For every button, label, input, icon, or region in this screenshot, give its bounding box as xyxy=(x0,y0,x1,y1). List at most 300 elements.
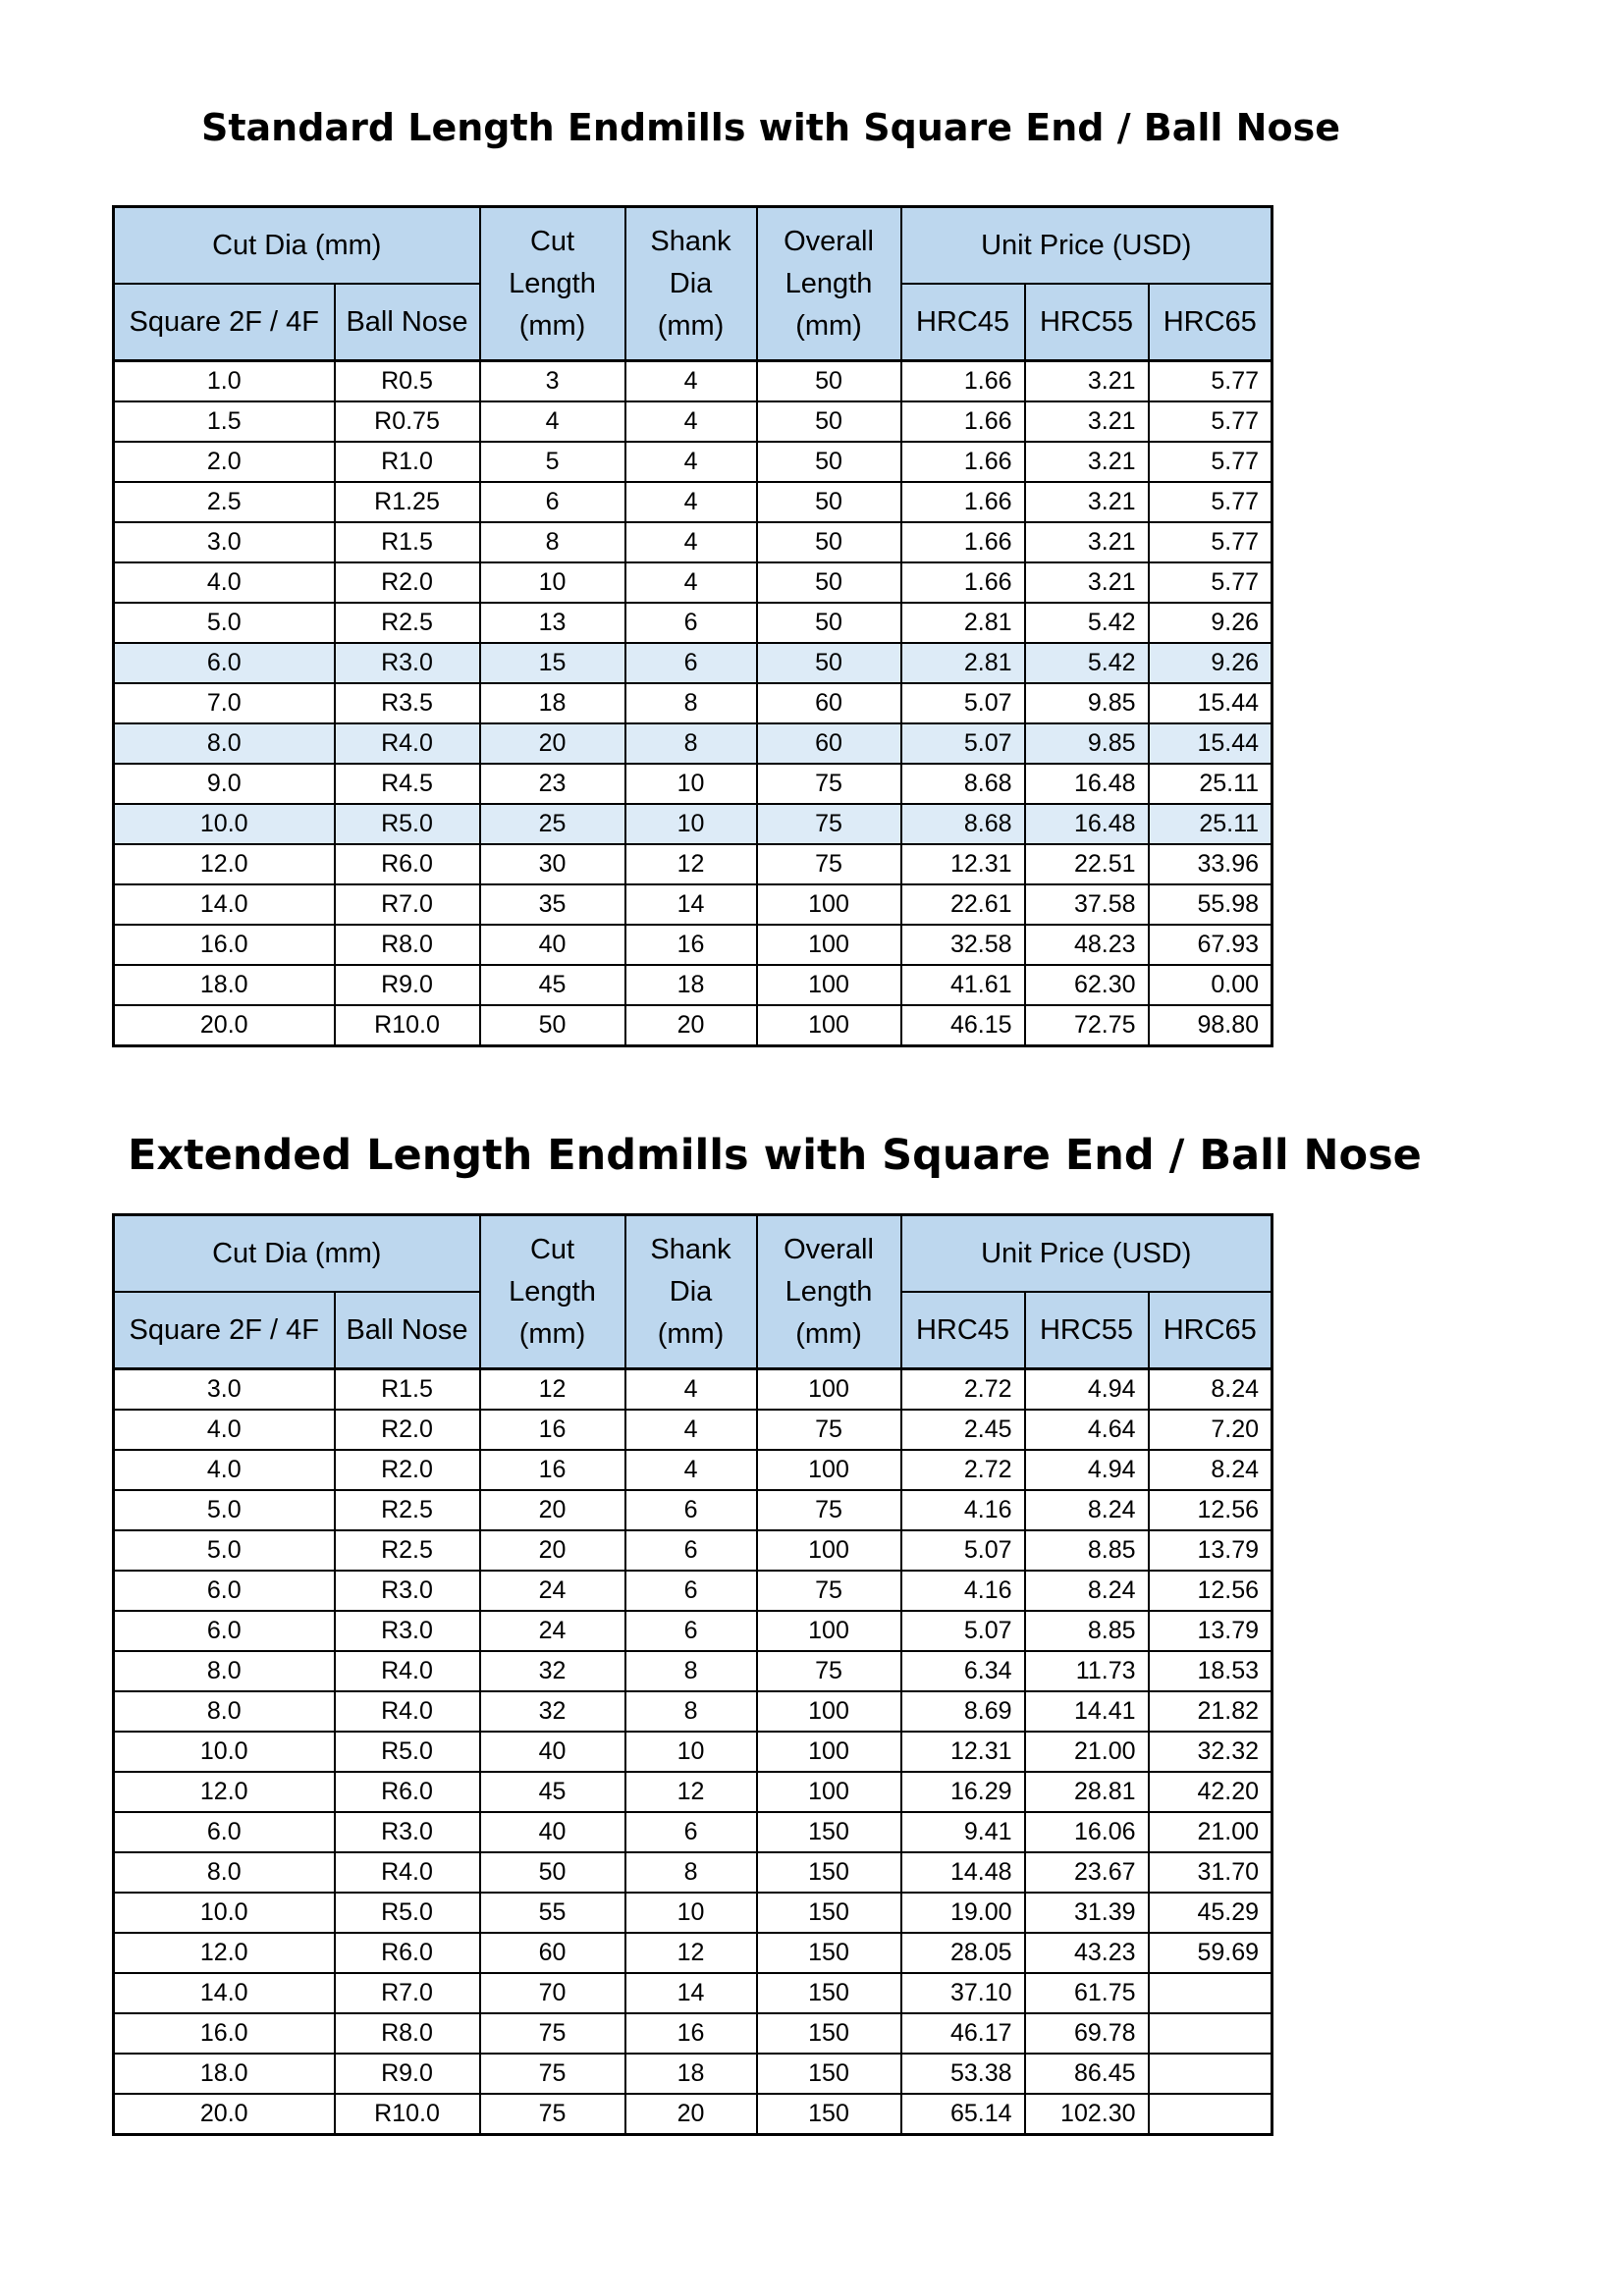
cell-overall-length: 150 xyxy=(757,2013,901,2054)
cell-cut-length: 12 xyxy=(480,1369,625,1411)
cell-ball-nose: R2.5 xyxy=(335,1530,480,1571)
table-row xyxy=(114,643,1272,683)
cell-cut-length: 75 xyxy=(480,2013,625,2054)
cell-shank-dia: 10 xyxy=(625,764,757,804)
cell-shank-dia: 16 xyxy=(625,2013,757,2054)
cell-cut-length: 40 xyxy=(480,1812,625,1852)
cell-square-dia: 12.0 xyxy=(114,844,335,884)
cell-overall-length: 150 xyxy=(757,2094,901,2135)
cell-overall-length: 50 xyxy=(757,442,901,482)
cell-overall-length: 100 xyxy=(757,1450,901,1490)
table-row xyxy=(114,844,1272,884)
cell-hrc45: 6.34 xyxy=(901,1651,1025,1691)
standard-table-body xyxy=(114,361,1272,1046)
cell-ball-nose: R1.0 xyxy=(335,442,480,482)
cell-hrc65: 5.77 xyxy=(1149,401,1272,442)
cell-overall-length: 100 xyxy=(757,1369,901,1411)
cell-overall-length: 50 xyxy=(757,401,901,442)
cell-hrc65: 12.56 xyxy=(1149,1490,1272,1530)
table-row xyxy=(114,2094,1272,2135)
cell-hrc45: 12.31 xyxy=(901,1732,1025,1772)
cell-hrc65: 32.32 xyxy=(1149,1732,1272,1772)
cell-cut-length: 55 xyxy=(480,1893,625,1933)
extended-section-title: Extended Length Endmills with Square End / Ball Nose xyxy=(128,1131,1422,1180)
cell-shank-dia: 4 xyxy=(625,442,757,482)
cell-ball-nose: R3.5 xyxy=(335,683,480,723)
cell-hrc65: 42.20 xyxy=(1149,1772,1272,1812)
cell-cut-length: 45 xyxy=(480,1772,625,1812)
cell-hrc45: 2.81 xyxy=(901,603,1025,643)
cell-hrc65 xyxy=(1149,2054,1272,2094)
cell-square-dia: 10.0 xyxy=(114,804,335,844)
cell-overall-length: 75 xyxy=(757,1571,901,1611)
cell-hrc45: 4.16 xyxy=(901,1490,1025,1530)
cell-hrc65: 55.98 xyxy=(1149,884,1272,925)
table-row xyxy=(114,965,1272,1005)
cell-shank-dia: 16 xyxy=(625,925,757,965)
table-row xyxy=(114,522,1272,562)
cell-hrc55: 9.85 xyxy=(1025,683,1149,723)
cell-overall-length: 50 xyxy=(757,643,901,683)
cell-cut-length: 23 xyxy=(480,764,625,804)
cell-hrc65: 8.24 xyxy=(1149,1450,1272,1490)
cell-overall-length: 60 xyxy=(757,683,901,723)
cell-square-dia: 14.0 xyxy=(114,1973,335,2013)
cell-hrc65: 12.56 xyxy=(1149,1571,1272,1611)
cell-ball-nose: R6.0 xyxy=(335,1933,480,1973)
cell-ball-nose: R4.0 xyxy=(335,1691,480,1732)
cell-hrc65: 31.70 xyxy=(1149,1852,1272,1893)
cell-hrc65: 33.96 xyxy=(1149,844,1272,884)
cell-overall-length: 150 xyxy=(757,1973,901,2013)
cell-hrc55: 102.30 xyxy=(1025,2094,1149,2135)
cell-hrc55: 8.85 xyxy=(1025,1611,1149,1651)
cell-hrc55: 4.94 xyxy=(1025,1369,1149,1411)
cell-square-dia: 20.0 xyxy=(114,1005,335,1046)
cell-hrc65: 13.79 xyxy=(1149,1611,1272,1651)
cell-overall-length: 75 xyxy=(757,1651,901,1691)
cell-hrc55: 62.30 xyxy=(1025,965,1149,1005)
cell-hrc45: 2.72 xyxy=(901,1450,1025,1490)
cell-overall-length: 100 xyxy=(757,1530,901,1571)
cell-overall-length: 100 xyxy=(757,965,901,1005)
cell-square-dia: 5.0 xyxy=(114,1530,335,1571)
cell-hrc55: 31.39 xyxy=(1025,1893,1149,1933)
cell-ball-nose: R6.0 xyxy=(335,1772,480,1812)
cell-ball-nose: R10.0 xyxy=(335,2094,480,2135)
table-row xyxy=(114,723,1272,764)
cell-hrc45: 9.41 xyxy=(901,1812,1025,1852)
cell-square-dia: 12.0 xyxy=(114,1933,335,1973)
cell-shank-dia: 4 xyxy=(625,361,757,402)
cell-hrc65: 15.44 xyxy=(1149,723,1272,764)
cell-shank-dia: 18 xyxy=(625,2054,757,2094)
header-unit-price: Unit Price (USD) xyxy=(901,207,1272,285)
cell-shank-dia: 6 xyxy=(625,1611,757,1651)
cell-cut-length: 10 xyxy=(480,562,625,603)
cell-square-dia: 18.0 xyxy=(114,965,335,1005)
cell-hrc65: 45.29 xyxy=(1149,1893,1272,1933)
cell-hrc45: 53.38 xyxy=(901,2054,1025,2094)
cell-hrc45: 8.68 xyxy=(901,804,1025,844)
table-row xyxy=(114,1369,1272,1411)
cell-hrc55: 3.21 xyxy=(1025,361,1149,402)
cell-hrc65: 18.53 xyxy=(1149,1651,1272,1691)
cell-cut-length: 75 xyxy=(480,2094,625,2135)
cell-hrc65: 7.20 xyxy=(1149,1410,1272,1450)
cell-shank-dia: 8 xyxy=(625,1691,757,1732)
cell-hrc55: 16.06 xyxy=(1025,1812,1149,1852)
cell-square-dia: 8.0 xyxy=(114,723,335,764)
table-row xyxy=(114,804,1272,844)
cell-cut-length: 45 xyxy=(480,965,625,1005)
cell-hrc65: 59.69 xyxy=(1149,1933,1272,1973)
header-cut-length: Cut Length (mm) xyxy=(480,207,625,361)
table-row xyxy=(114,884,1272,925)
cell-overall-length: 50 xyxy=(757,361,901,402)
cell-ball-nose: R3.0 xyxy=(335,1812,480,1852)
cell-overall-length: 150 xyxy=(757,1852,901,1893)
cell-cut-length: 30 xyxy=(480,844,625,884)
cell-hrc55: 43.23 xyxy=(1025,1933,1149,1973)
cell-hrc45: 8.68 xyxy=(901,764,1025,804)
cell-shank-dia: 12 xyxy=(625,1772,757,1812)
cell-hrc45: 46.17 xyxy=(901,2013,1025,2054)
header-overall-length: Overall Length (mm) xyxy=(757,207,901,361)
cell-hrc55: 86.45 xyxy=(1025,2054,1149,2094)
cell-ball-nose: R4.0 xyxy=(335,1651,480,1691)
cell-ball-nose: R8.0 xyxy=(335,2013,480,2054)
cell-ball-nose: R2.5 xyxy=(335,1490,480,1530)
cell-square-dia: 6.0 xyxy=(114,1812,335,1852)
cell-ball-nose: R7.0 xyxy=(335,1973,480,2013)
cell-overall-length: 50 xyxy=(757,522,901,562)
table-row xyxy=(114,482,1272,522)
cell-ball-nose: R6.0 xyxy=(335,844,480,884)
table-row xyxy=(114,442,1272,482)
extended-table-body xyxy=(114,1369,1272,2135)
cell-square-dia: 9.0 xyxy=(114,764,335,804)
cell-hrc65: 5.77 xyxy=(1149,482,1272,522)
header-ball-nose: Ball Nose xyxy=(335,1292,480,1369)
cell-square-dia: 1.0 xyxy=(114,361,335,402)
cell-shank-dia: 4 xyxy=(625,1450,757,1490)
table-row xyxy=(114,562,1272,603)
cell-hrc65: 5.77 xyxy=(1149,522,1272,562)
cell-ball-nose: R3.0 xyxy=(335,643,480,683)
cell-square-dia: 10.0 xyxy=(114,1732,335,1772)
cell-hrc45: 1.66 xyxy=(901,401,1025,442)
cell-overall-length: 75 xyxy=(757,844,901,884)
cell-cut-length: 16 xyxy=(480,1450,625,1490)
cell-hrc55: 22.51 xyxy=(1025,844,1149,884)
cell-hrc45: 19.00 xyxy=(901,1893,1025,1933)
cell-square-dia: 18.0 xyxy=(114,2054,335,2094)
cell-square-dia: 16.0 xyxy=(114,2013,335,2054)
cell-hrc65 xyxy=(1149,1973,1272,2013)
cell-square-dia: 5.0 xyxy=(114,1490,335,1530)
cell-cut-length: 8 xyxy=(480,522,625,562)
table-row xyxy=(114,1812,1272,1852)
cell-cut-length: 16 xyxy=(480,1410,625,1450)
cell-overall-length: 100 xyxy=(757,1772,901,1812)
cell-hrc55: 16.48 xyxy=(1025,764,1149,804)
cell-ball-nose: R2.5 xyxy=(335,603,480,643)
header-hrc55: HRC55 xyxy=(1025,284,1149,361)
table-row xyxy=(114,1651,1272,1691)
cell-hrc55: 69.78 xyxy=(1025,2013,1149,2054)
cell-cut-length: 24 xyxy=(480,1571,625,1611)
cell-cut-length: 15 xyxy=(480,643,625,683)
cell-hrc55: 28.81 xyxy=(1025,1772,1149,1812)
cell-hrc45: 5.07 xyxy=(901,1611,1025,1651)
cell-hrc55: 4.64 xyxy=(1025,1410,1149,1450)
cell-overall-length: 150 xyxy=(757,2054,901,2094)
cell-shank-dia: 6 xyxy=(625,1490,757,1530)
cell-overall-length: 100 xyxy=(757,1732,901,1772)
cell-shank-dia: 4 xyxy=(625,522,757,562)
cell-hrc65: 15.44 xyxy=(1149,683,1272,723)
cell-hrc55: 3.21 xyxy=(1025,562,1149,603)
cell-ball-nose: R2.0 xyxy=(335,1450,480,1490)
cell-hrc55: 23.67 xyxy=(1025,1852,1149,1893)
cell-hrc45: 12.31 xyxy=(901,844,1025,884)
cell-shank-dia: 8 xyxy=(625,1852,757,1893)
cell-cut-length: 50 xyxy=(480,1852,625,1893)
cell-hrc55: 9.85 xyxy=(1025,723,1149,764)
cell-cut-length: 20 xyxy=(480,723,625,764)
cell-hrc55: 37.58 xyxy=(1025,884,1149,925)
cell-shank-dia: 6 xyxy=(625,1571,757,1611)
cell-hrc55: 48.23 xyxy=(1025,925,1149,965)
cell-shank-dia: 18 xyxy=(625,965,757,1005)
cell-hrc65: 8.24 xyxy=(1149,1369,1272,1411)
cell-ball-nose: R7.0 xyxy=(335,884,480,925)
table-row xyxy=(114,1005,1272,1046)
cell-shank-dia: 4 xyxy=(625,1369,757,1411)
cell-hrc55: 72.75 xyxy=(1025,1005,1149,1046)
cell-hrc65: 25.11 xyxy=(1149,764,1272,804)
cell-hrc45: 65.14 xyxy=(901,2094,1025,2135)
table-row xyxy=(114,925,1272,965)
table-row xyxy=(114,361,1272,402)
table-row xyxy=(114,1530,1272,1571)
cell-shank-dia: 8 xyxy=(625,723,757,764)
cell-square-dia: 2.5 xyxy=(114,482,335,522)
standard-section-title: Standard Length Endmills with Square End / Ball Nose xyxy=(201,106,1340,149)
table-row xyxy=(114,1611,1272,1651)
header-overall-length: Overall Length (mm) xyxy=(757,1215,901,1369)
cell-cut-length: 25 xyxy=(480,804,625,844)
cell-ball-nose: R4.0 xyxy=(335,1852,480,1893)
table-row xyxy=(114,1571,1272,1611)
extended-price-table xyxy=(112,1213,1273,2136)
cell-cut-length: 50 xyxy=(480,1005,625,1046)
cell-hrc45: 37.10 xyxy=(901,1973,1025,2013)
cell-ball-nose: R0.5 xyxy=(335,361,480,402)
cell-shank-dia: 4 xyxy=(625,482,757,522)
cell-hrc65 xyxy=(1149,2013,1272,2054)
cell-ball-nose: R4.0 xyxy=(335,723,480,764)
cell-square-dia: 8.0 xyxy=(114,1852,335,1893)
cell-ball-nose: R3.0 xyxy=(335,1571,480,1611)
table-row xyxy=(114,2013,1272,2054)
cell-hrc55: 8.85 xyxy=(1025,1530,1149,1571)
cell-shank-dia: 4 xyxy=(625,401,757,442)
cell-overall-length: 100 xyxy=(757,1691,901,1732)
cell-overall-length: 75 xyxy=(757,1490,901,1530)
cell-hrc45: 8.69 xyxy=(901,1691,1025,1732)
cell-overall-length: 50 xyxy=(757,603,901,643)
table-row xyxy=(114,1893,1272,1933)
cell-square-dia: 1.5 xyxy=(114,401,335,442)
cell-overall-length: 100 xyxy=(757,925,901,965)
cell-hrc45: 46.15 xyxy=(901,1005,1025,1046)
cell-hrc65: 67.93 xyxy=(1149,925,1272,965)
table-row xyxy=(114,1450,1272,1490)
cell-hrc45: 14.48 xyxy=(901,1852,1025,1893)
table-row xyxy=(114,1852,1272,1893)
cell-shank-dia: 20 xyxy=(625,1005,757,1046)
cell-cut-length: 3 xyxy=(480,361,625,402)
cell-ball-nose: R5.0 xyxy=(335,1893,480,1933)
cell-square-dia: 3.0 xyxy=(114,1369,335,1411)
table-row xyxy=(114,401,1272,442)
cell-overall-length: 150 xyxy=(757,1893,901,1933)
cell-overall-length: 100 xyxy=(757,1005,901,1046)
cell-ball-nose: R1.5 xyxy=(335,522,480,562)
cell-ball-nose: R0.75 xyxy=(335,401,480,442)
cell-ball-nose: R10.0 xyxy=(335,1005,480,1046)
cell-hrc45: 2.72 xyxy=(901,1369,1025,1411)
cell-shank-dia: 6 xyxy=(625,1812,757,1852)
cell-hrc55: 5.42 xyxy=(1025,603,1149,643)
table-row xyxy=(114,603,1272,643)
header-hrc65: HRC65 xyxy=(1149,284,1272,361)
header-cut-dia: Cut Dia (mm) xyxy=(114,1215,480,1293)
cell-square-dia: 6.0 xyxy=(114,1611,335,1651)
cell-hrc45: 1.66 xyxy=(901,562,1025,603)
cell-shank-dia: 8 xyxy=(625,1651,757,1691)
cell-cut-length: 32 xyxy=(480,1651,625,1691)
cell-hrc45: 32.58 xyxy=(901,925,1025,965)
cell-hrc65: 5.77 xyxy=(1149,361,1272,402)
cell-hrc45: 41.61 xyxy=(901,965,1025,1005)
cell-overall-length: 75 xyxy=(757,804,901,844)
cell-hrc45: 16.29 xyxy=(901,1772,1025,1812)
cell-square-dia: 6.0 xyxy=(114,643,335,683)
cell-shank-dia: 10 xyxy=(625,804,757,844)
cell-overall-length: 150 xyxy=(757,1812,901,1852)
header-hrc65: HRC65 xyxy=(1149,1292,1272,1369)
cell-shank-dia: 6 xyxy=(625,603,757,643)
cell-cut-length: 60 xyxy=(480,1933,625,1973)
cell-square-dia: 3.0 xyxy=(114,522,335,562)
cell-hrc55: 4.94 xyxy=(1025,1450,1149,1490)
cell-square-dia: 8.0 xyxy=(114,1691,335,1732)
cell-cut-length: 35 xyxy=(480,884,625,925)
header-square: Square 2F / 4F xyxy=(114,284,335,361)
cell-hrc55: 11.73 xyxy=(1025,1651,1149,1691)
cell-hrc45: 5.07 xyxy=(901,723,1025,764)
cell-hrc55: 3.21 xyxy=(1025,442,1149,482)
cell-cut-length: 40 xyxy=(480,1732,625,1772)
cell-cut-length: 20 xyxy=(480,1490,625,1530)
cell-hrc45: 1.66 xyxy=(901,361,1025,402)
table-row xyxy=(114,764,1272,804)
header-hrc45: HRC45 xyxy=(901,284,1025,361)
cell-shank-dia: 4 xyxy=(625,562,757,603)
cell-cut-length: 70 xyxy=(480,1973,625,2013)
cell-square-dia: 10.0 xyxy=(114,1893,335,1933)
cell-hrc45: 1.66 xyxy=(901,442,1025,482)
header-unit-price: Unit Price (USD) xyxy=(901,1215,1272,1293)
cell-cut-length: 40 xyxy=(480,925,625,965)
cell-hrc45: 5.07 xyxy=(901,1530,1025,1571)
cell-overall-length: 50 xyxy=(757,482,901,522)
cell-square-dia: 8.0 xyxy=(114,1651,335,1691)
cell-overall-length: 150 xyxy=(757,1933,901,1973)
table-row xyxy=(114,1732,1272,1772)
table-row xyxy=(114,1772,1272,1812)
cell-shank-dia: 14 xyxy=(625,1973,757,2013)
cell-hrc65: 5.77 xyxy=(1149,442,1272,482)
cell-overall-length: 75 xyxy=(757,1410,901,1450)
cell-shank-dia: 20 xyxy=(625,2094,757,2135)
cell-shank-dia: 4 xyxy=(625,1410,757,1450)
cell-square-dia: 20.0 xyxy=(114,2094,335,2135)
cell-hrc45: 22.61 xyxy=(901,884,1025,925)
cell-hrc65 xyxy=(1149,2094,1272,2135)
cell-cut-length: 5 xyxy=(480,442,625,482)
cell-hrc65: 25.11 xyxy=(1149,804,1272,844)
cell-cut-length: 18 xyxy=(480,683,625,723)
cell-shank-dia: 6 xyxy=(625,643,757,683)
cell-hrc45: 28.05 xyxy=(901,1933,1025,1973)
cell-hrc65: 21.82 xyxy=(1149,1691,1272,1732)
cell-hrc65: 13.79 xyxy=(1149,1530,1272,1571)
cell-square-dia: 14.0 xyxy=(114,884,335,925)
table-row xyxy=(114,1973,1272,2013)
header-cut-dia: Cut Dia (mm) xyxy=(114,207,480,285)
cell-shank-dia: 8 xyxy=(625,683,757,723)
cell-ball-nose: R5.0 xyxy=(335,1732,480,1772)
cell-cut-length: 20 xyxy=(480,1530,625,1571)
cell-hrc45: 4.16 xyxy=(901,1571,1025,1611)
cell-hrc55: 61.75 xyxy=(1025,1973,1149,2013)
cell-shank-dia: 14 xyxy=(625,884,757,925)
cell-ball-nose: R9.0 xyxy=(335,965,480,1005)
cell-overall-length: 60 xyxy=(757,723,901,764)
cell-hrc45: 2.45 xyxy=(901,1410,1025,1450)
header-cut-length: Cut Length (mm) xyxy=(480,1215,625,1369)
cell-hrc55: 8.24 xyxy=(1025,1571,1149,1611)
cell-hrc45: 5.07 xyxy=(901,683,1025,723)
table-row xyxy=(114,1933,1272,1973)
table-row xyxy=(114,1490,1272,1530)
cell-hrc65: 98.80 xyxy=(1149,1005,1272,1046)
cell-ball-nose: R2.0 xyxy=(335,562,480,603)
cell-hrc65: 9.26 xyxy=(1149,643,1272,683)
header-ball-nose: Ball Nose xyxy=(335,284,480,361)
cell-hrc55: 3.21 xyxy=(1025,401,1149,442)
cell-square-dia: 12.0 xyxy=(114,1772,335,1812)
cell-square-dia: 4.0 xyxy=(114,1410,335,1450)
cell-hrc65: 9.26 xyxy=(1149,603,1272,643)
cell-shank-dia: 12 xyxy=(625,844,757,884)
cell-shank-dia: 10 xyxy=(625,1732,757,1772)
cell-ball-nose: R5.0 xyxy=(335,804,480,844)
